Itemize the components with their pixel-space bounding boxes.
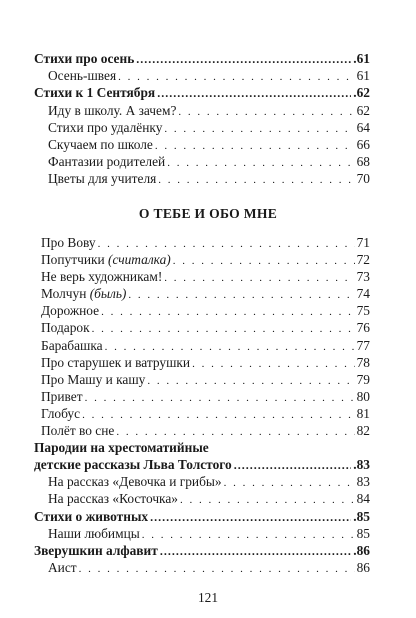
dot-leader [79,561,355,578]
toc-bottom-block [34,234,370,576]
toc-entry-page: 76 [356,320,370,336]
toc-entry-animal-poems [34,508,370,525]
toc-entry-title: Полёт во сне [41,423,115,439]
toc-entry-title: Стихи про осень [34,51,135,66]
toc-entry-page: 80 [356,388,370,404]
toc-entry-silent-one [34,285,370,302]
toc-entry-page: .62 [353,85,370,101]
toc-entry-stork [34,559,370,576]
toc-entry-page: 74 [356,286,370,302]
toc-entry-title: На рассказ «Косточка» [48,491,179,507]
toc-entry-old-ladies [34,354,370,371]
toc-entry-flight-in-dream [34,422,370,439]
toc-entry-title: Не верь художникам! [41,269,163,285]
toc-entry-animal-alphabet [34,542,370,559]
toc-entry-page: .61 [353,51,370,66]
toc-entry-page: 70 [356,171,370,187]
dot-leader [147,373,354,390]
toc-entry-road-poem [34,302,370,319]
toc-entry-page: 84 [356,491,370,507]
toc-entry-missing-school [34,136,370,153]
dot-leader [158,172,354,189]
toc-entry-girl-and-mushrooms [34,473,370,490]
toc-entry-gift [34,319,370,336]
toc-entry-autumn-poems [34,50,370,67]
toc-entry-page: 64 [356,119,370,135]
toc-entry-title: Глобус [41,405,81,421]
toc-entry-title: Про Машу и кашу [41,371,146,387]
toc-entry-september-poems [34,84,370,101]
toc-entry-title: Привет [41,388,83,404]
toc-entry-title: Аист [48,559,77,575]
toc-entry-fellow-travelers [34,251,370,268]
toc-entry-title: Про старушек и ватрушки [41,354,191,370]
toc-entry-page: 62 [356,102,370,118]
dot-leader [224,475,355,492]
toc-entry-page: 85 [356,525,370,541]
toc-entry-dont-trust-artists [34,268,370,285]
dot-leader [85,390,355,407]
toc-entry-page: .83 [353,457,370,473]
toc-entry-page: 71 [356,235,370,250]
dot-leader [173,253,355,270]
dot-leader [180,492,355,509]
toc-entry-page: 73 [356,269,370,285]
dot-leader [234,457,352,474]
dot-leader [128,287,354,304]
toc-entry-title: Попутчики (считалка) [41,252,171,268]
section-title: О ТЕБЕ И ОБО МНЕ [138,206,278,221]
toc-entry-parodies-line1 [34,439,370,456]
toc-entry-page: 83 [356,474,370,490]
toc-entry-parodies-line2 [34,456,370,473]
toc-entry-poltergeist [34,337,370,354]
toc-entry-title: Стихи о животных [34,508,149,524]
dot-leader [136,51,351,68]
dot-leader [178,104,354,121]
toc-entry-page: 61 [356,68,370,84]
toc-entry-page: 68 [356,154,370,170]
toc-entry-going-to-school [34,102,370,119]
toc-entry-subtitle: (быль) [89,286,127,302]
dot-leader [164,121,354,138]
toc-top-block [34,50,370,188]
toc-entry-title: Стихи к 1 Сентября [34,85,156,101]
toc-entry-title: Цветы для учителя [48,171,157,187]
toc-entry-title: Подарок [41,320,90,336]
toc-entry-page: 77 [356,337,370,353]
toc-entry-the-stone [34,490,370,507]
toc-entry-title: Зверушкин алфавит [34,542,158,558]
toc-entry-page: .85 [353,508,370,524]
dot-leader [101,304,355,321]
toc-entry-remote-learning [34,119,370,136]
toc-entry-title: Осень-швея [48,68,117,84]
dot-leader [192,356,355,373]
dot-leader [155,138,355,155]
toc-entry-title: Наши любимцы [48,525,140,541]
toc-entry-page: 81 [356,405,370,421]
dot-leader [160,543,351,560]
dot-leader [142,527,355,544]
toc-entry-page: 75 [356,303,370,319]
toc-entry-title: Пародии на хрестоматийные [34,440,209,456]
toc-entry-page: .86 [353,542,370,558]
toc-entry-title: Про Вову [41,235,96,250]
toc-entry-hello [34,388,370,405]
toc-entry-title: детские рассказы Льва Толстого [34,457,232,473]
toc-entry-title: Дорожное [41,303,100,319]
toc-entry-page: 79 [356,371,370,387]
toc-entry-our-pets [34,525,370,542]
dot-leader [92,321,355,338]
dot-leader [164,270,354,287]
toc-entry-title: Барабашка [41,337,103,353]
toc-entry-about-vova [34,234,370,251]
toc-entry-flowers-for-teacher [34,170,370,187]
toc-entry-title: Иду в школу. А зачем? [48,102,177,118]
toc-entry-page: 82 [356,423,370,439]
dot-leader [167,155,354,172]
dot-leader [157,85,351,102]
toc-entry-title: На рассказ «Девочка и грибы» [48,474,222,490]
page-number: 121 [197,590,219,605]
toc-entry-title: Скучаем по школе [48,136,153,152]
toc-entry-page: 78 [356,354,370,370]
dot-leader [150,509,351,526]
toc-entry-title: Стихи про удалёнку [48,119,163,135]
toc-entry-autumn-seamstress [34,67,370,84]
toc-entry-page: 86 [356,559,370,575]
toc-entry-globe [34,405,370,422]
toc-entry-parents-fantasies [34,153,370,170]
toc-entry-page: 72 [356,252,370,268]
toc-entry-masha-porridge [34,371,370,388]
toc-entry-subtitle: (считалка) [108,252,171,268]
toc-entry-title: Фантазии родителей [48,154,166,170]
toc-entry-title: Молчун (быль) [41,286,127,302]
dot-leader [82,407,355,424]
toc-entry-page: 66 [356,136,370,152]
